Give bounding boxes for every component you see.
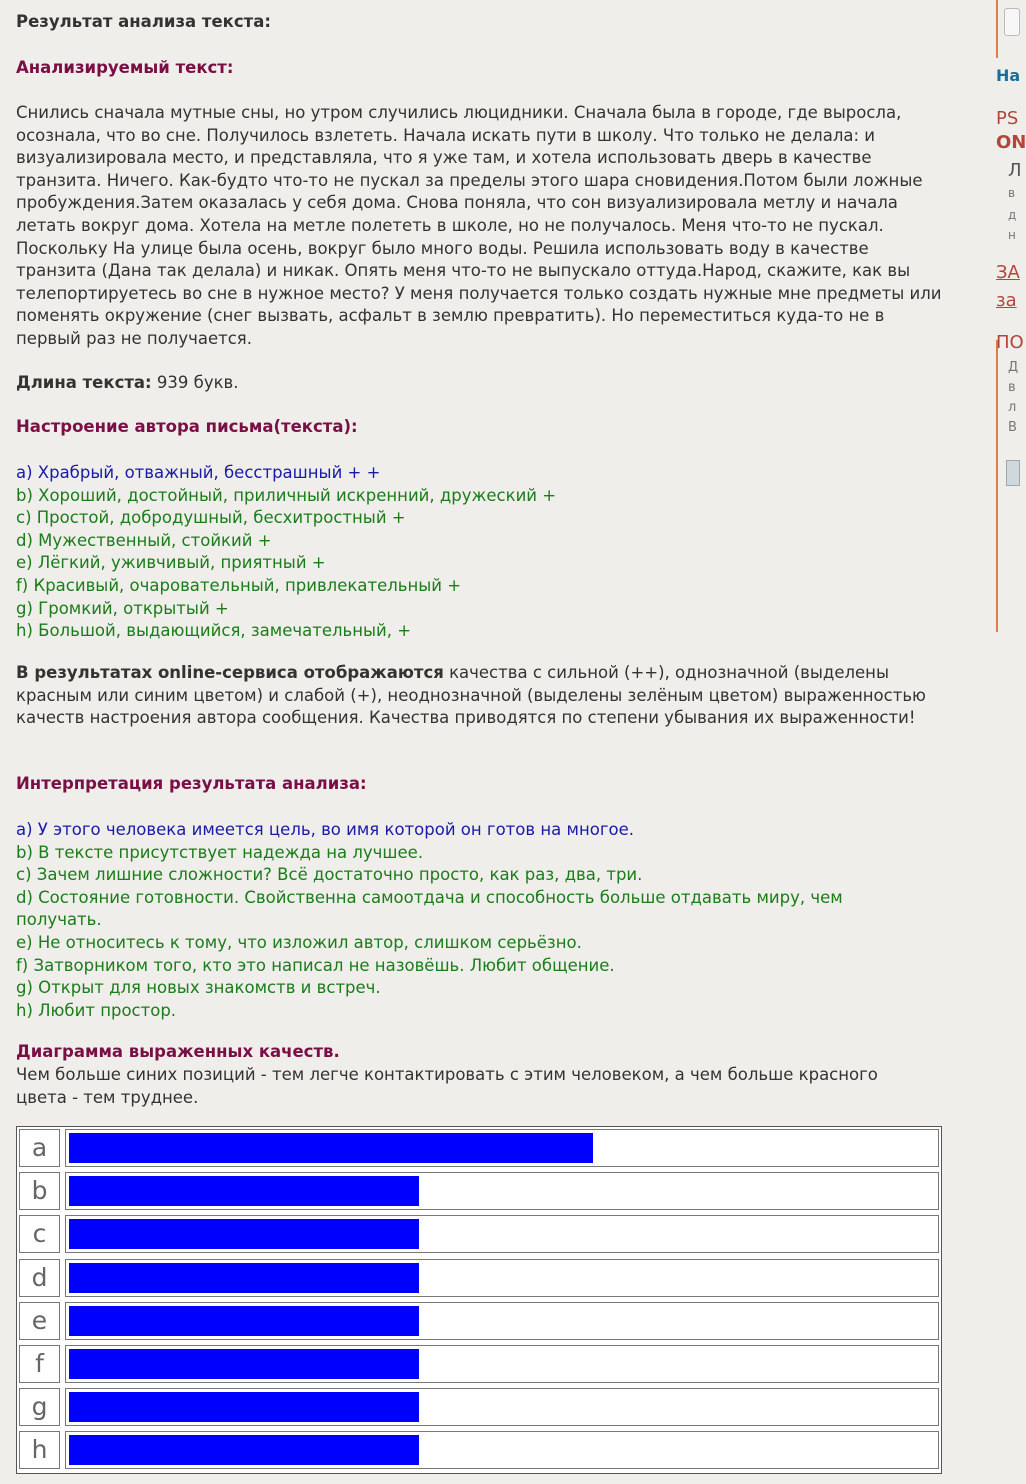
chart-bar-e [69, 1306, 419, 1336]
text-length [16, 372, 239, 395]
chart-track-d [65, 1259, 939, 1297]
interp-item-g: g) Открыт для новых знакомств и встреч. [16, 978, 381, 998]
sidebar-text-6: л [1008, 400, 1017, 415]
chart-category-label-c: c [19, 1215, 60, 1253]
chart-bar-d [69, 1263, 419, 1293]
sidebar-text-5: в [1008, 380, 1016, 395]
chart-track-e [65, 1302, 939, 1340]
chart-row-a [19, 1129, 939, 1169]
chart-row-f [19, 1345, 939, 1385]
chart-bar-c [69, 1219, 419, 1249]
interp-item-b: b) В тексте присутствует надежда на лучшее. [16, 842, 424, 862]
chart-bar-f [69, 1349, 419, 1379]
chart-track-f [65, 1345, 939, 1383]
interpretation-heading: Интерпретация результата анализа: [16, 774, 367, 793]
chart-category-label-e: e [19, 1302, 60, 1340]
sidebar-item-po[interactable]: ПО [996, 332, 1024, 353]
sidebar-link-1[interactable]: На [996, 66, 1021, 85]
chart-track-a [65, 1129, 939, 1167]
qualities-bar-chart [16, 1126, 942, 1474]
sidebar-text-2: д [1008, 208, 1017, 222]
diagram-heading: Диаграмма выраженных качеств. [16, 1042, 340, 1061]
sidebar-image-icon[interactable] [1006, 460, 1020, 486]
sidebar-border-bottom [996, 340, 998, 632]
chart-category-label-g: g [19, 1388, 60, 1426]
interp-item-e: e) Не относитесь к тому, что изложил автор, слишком серьёзно. [16, 932, 582, 952]
text-length-value: 939 букв. [151, 373, 239, 392]
mood-item-b: b) Хороший, достойный, приличный искренний, дружеский + [16, 485, 557, 505]
sidebar-text-4: Д [1008, 360, 1019, 375]
analyzed-text: Снились сначала мутные сны, но утром случились люцидники. Сначала была в городе, где выросла, осознала, что во сне. Получилось взлететь. Начала искать пути в школу. Что только не делала: и визуализировала место, и представляла, что я уже там, и хотела использовать дверь в качестве транзита. Ничего. Как-будто что-то не пускал за пределы этого шара сновидения.Потом были ложные пробуждения.Затем оказалась у себя дома. Снова поняла, что сон визуализировала метлу и начала летать вокруг дома. Хотела на метле полететь в школе, но не получалось. Меня что-то не пускал. Поскольку На улице была осень, вокруг было много воды. Решила использовать воду в качестве транзита (Дана так делала) и никак. Опять меня что-то не выпускало оттуда.Народ, скажите, как вы телепортируетесь во сне в нужное место? У меня получается только создать нужные мне предметы или поменять окружение (снег вызвать, асфальт в землю превратить). Но переместиться куда-то не в первый раз не получается. [16, 103, 942, 348]
chart-bar-a [69, 1133, 593, 1163]
chart-bar-g [69, 1392, 419, 1422]
sidebar-text-1: в [1008, 186, 1016, 200]
interp-item-f: f) Затворником того, кто это написал не назовёшь. Любит общение. [16, 955, 615, 975]
chart-row-e [19, 1302, 939, 1342]
chart-category-label-a: a [19, 1129, 60, 1167]
interpretation-list [16, 819, 946, 1022]
diagram-note: Чем больше синих позиций - тем легче контактировать с этим человеком, а чем больше красного цвета - тем труднее. [16, 1065, 878, 1107]
sidebar-border-top [996, 0, 998, 58]
text-length-label: Длина текста: [16, 373, 152, 392]
chart-row-b [19, 1172, 939, 1212]
sidebar-item-ps[interactable]: PS [996, 108, 1019, 129]
chart-row-d [19, 1259, 939, 1299]
page-title: Результат анализа текста: [16, 12, 271, 31]
chart-category-label-f: f [19, 1345, 60, 1383]
interp-item-d: d) Состояние готовности. Свойственна самоотдача и способность больше отдавать миру, чем получать. [16, 887, 843, 930]
chart-row-c [19, 1215, 939, 1255]
chart-bar-h [69, 1435, 419, 1465]
chart-category-label-b: b [19, 1172, 60, 1210]
mood-item-h: h) Большой, выдающийся, замечательный, + [16, 621, 412, 641]
sidebar-link-za-1[interactable]: ЗА [996, 262, 1020, 283]
mood-item-f: f) Красивый, очаровательный, привлекательный + [16, 575, 462, 595]
sidebar-link-za-2[interactable]: за [996, 290, 1017, 311]
chart-category-label-d: d [19, 1259, 60, 1297]
sidebar-item-on[interactable]: ON [996, 132, 1026, 153]
mood-item-c: c) Простой, добродушный, бесхитростный + [16, 508, 406, 528]
chart-bar-b [69, 1176, 419, 1206]
mood-heading: Настроение автора письма(текста): [16, 417, 358, 436]
chart-track-g [65, 1388, 939, 1426]
chart-track-h [65, 1431, 939, 1469]
results-note [16, 662, 946, 730]
results-note-bold: В результатах online-сервиса отображаются [16, 663, 444, 682]
chart-track-b [65, 1172, 939, 1210]
mood-item-e: e) Лёгкий, уживчивый, приятный + [16, 553, 326, 573]
sidebar-text-3: н [1008, 228, 1016, 242]
mood-item-d: d) Мужественный, стойкий + [16, 530, 272, 550]
interp-item-h: h) Любит простор. [16, 1000, 177, 1020]
chart-category-label-h: h [19, 1431, 60, 1469]
mood-list [16, 462, 946, 643]
mood-item-g: g) Громкий, открытый + [16, 598, 229, 618]
chart-row-g [19, 1388, 939, 1428]
right-sidebar [996, 0, 1026, 632]
chart-track-c [65, 1215, 939, 1253]
sidebar-item-l[interactable]: Л [1008, 160, 1022, 181]
chart-row-h [19, 1431, 939, 1471]
sidebar-text-7: В [1008, 420, 1017, 435]
mood-item-a: a) Храбрый, отважный, бесстрашный + + [16, 463, 381, 482]
interp-item-a: a) У этого человека имеется цель, во имя которой он готов на многое. [16, 820, 634, 839]
results-note-rest: качества с сильной (++), однозначной (выделены красным или синим цветом) и слабой (+), неоднозначной (выделены зелёным цветом) выраженностью качеств настроения автора сообщения. Качества приводятся по степени убывания их выраженности! [16, 663, 926, 728]
analyzed-text-heading: Анализируемый текст: [16, 58, 234, 77]
sidebar-button[interactable] [1004, 8, 1020, 36]
interp-item-c: c) Зачем лишние сложности? Всё достаточно просто, как раз, два, три. [16, 865, 643, 885]
